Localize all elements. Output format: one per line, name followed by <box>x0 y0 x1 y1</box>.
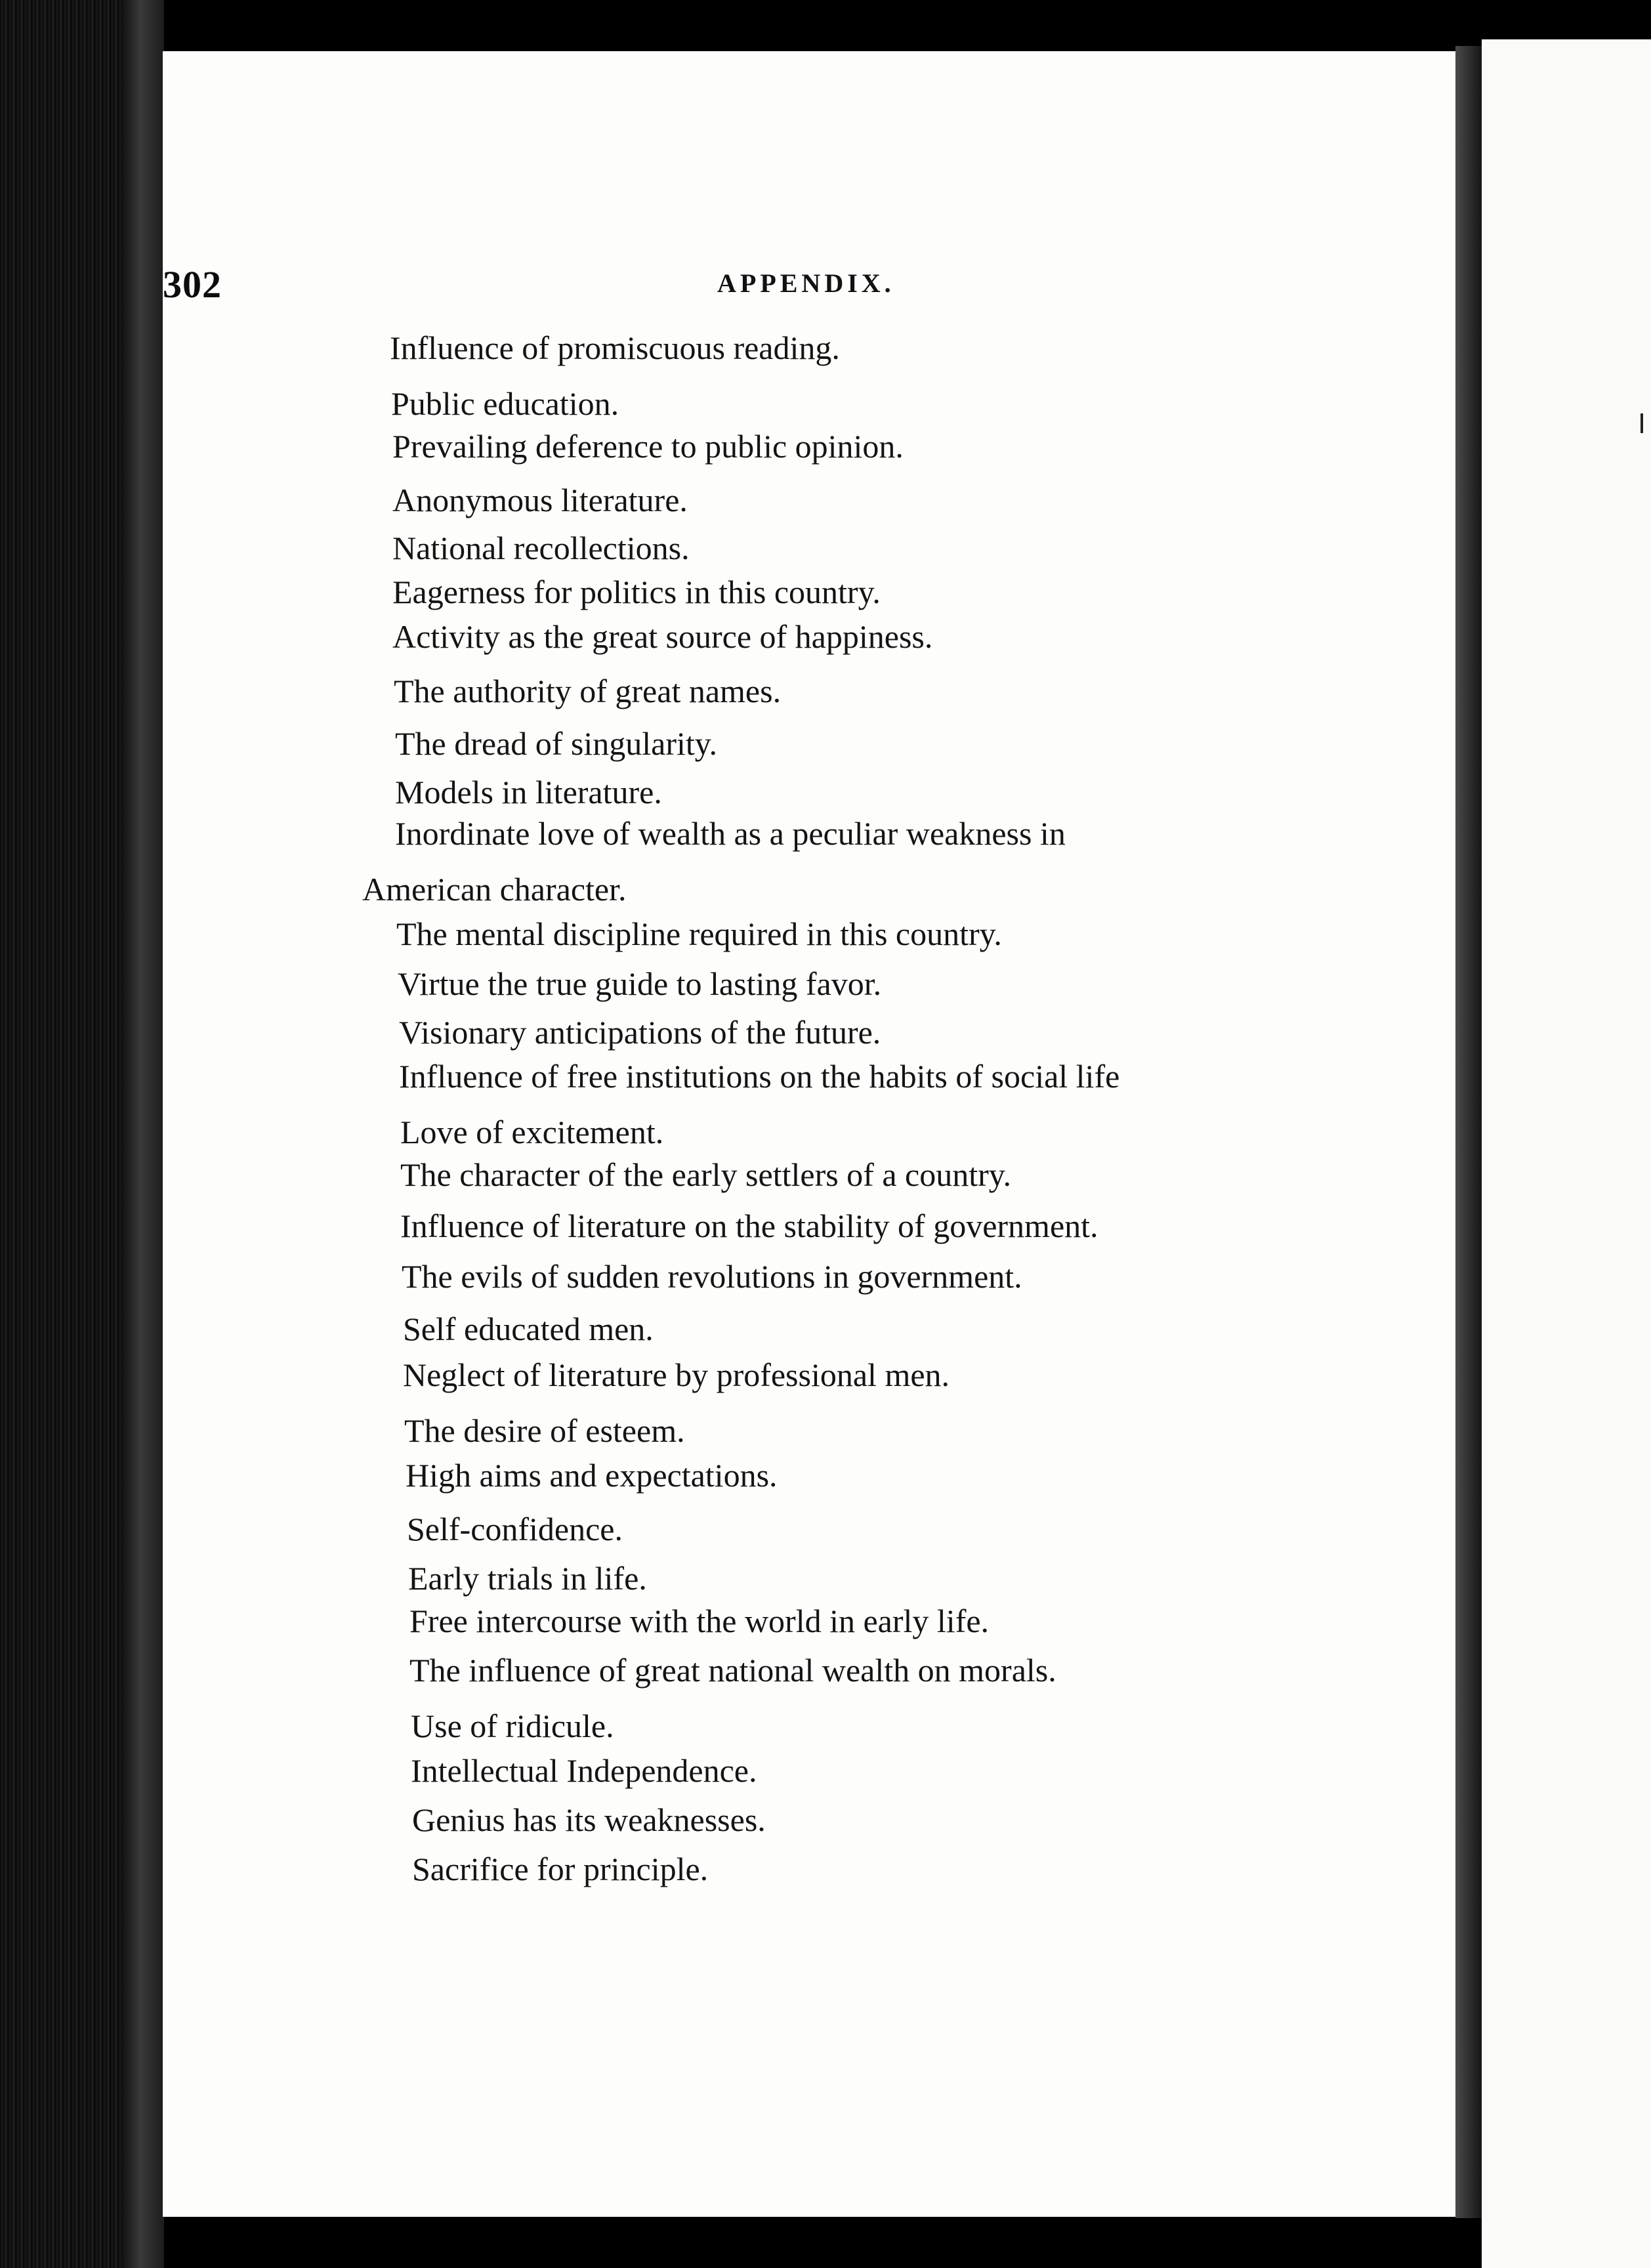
list-item: The authority of great names. <box>394 673 782 709</box>
list-item: Self educated men. <box>403 1311 654 1347</box>
list-item: The character of the early settlers of a country. <box>400 1156 1012 1193</box>
list-item: The influence of great national wealth on morals. <box>409 1652 1056 1689</box>
list-item: American character. <box>362 871 627 908</box>
list-item: Inordinate love of wealth as a peculiar weakness in <box>395 815 1066 852</box>
list-item: Influence of literature on the stability of government. <box>400 1208 1098 1244</box>
list-item: Influence of promiscuous reading. <box>390 329 840 366</box>
list-item: Influence of free institutions on the habits of social life <box>399 1058 1120 1095</box>
list-item: Visionary anticipations of the future. <box>399 1014 881 1051</box>
list-item: The dread of singularity. <box>395 725 718 762</box>
list-item: Models in literature. <box>395 774 662 810</box>
list-item: Genius has its weaknesses. <box>412 1801 766 1838</box>
list-item: Early trials in life. <box>408 1560 647 1597</box>
list-item: Self-confidence. <box>407 1511 623 1547</box>
list-item: Sacrifice for principle. <box>412 1851 709 1887</box>
list-item: Eagerness for politics in this country. <box>392 574 881 610</box>
list-item: Prevailing deference to public opinion. <box>392 428 904 465</box>
list-item: Intellectual Independence. <box>411 1752 757 1789</box>
list-item: The mental discipline required in this country. <box>396 915 1002 952</box>
list-item: Use of ridicule. <box>411 1708 614 1744</box>
list-item: Virtue the true guide to lasting favor. <box>398 965 882 1002</box>
list-item: Free intercourse with the world in early life. <box>409 1603 990 1639</box>
list-item: Activity as the great source of happiness. <box>392 618 933 655</box>
list-item: Public education. <box>391 385 619 422</box>
list-item: National recollections. <box>392 530 690 566</box>
list-item: Anonymous literature. <box>392 482 688 518</box>
list-item: Neglect of literature by professional men. <box>403 1356 950 1393</box>
list-item: Love of excitement. <box>400 1114 664 1150</box>
list-item: High aims and expectations. <box>406 1457 778 1494</box>
list-item: The desire of esteem. <box>404 1412 685 1449</box>
list-item: The evils of sudden revolutions in government. <box>402 1258 1022 1295</box>
page-number: 302 <box>163 263 222 306</box>
running-head: APPENDIX. <box>717 268 895 298</box>
